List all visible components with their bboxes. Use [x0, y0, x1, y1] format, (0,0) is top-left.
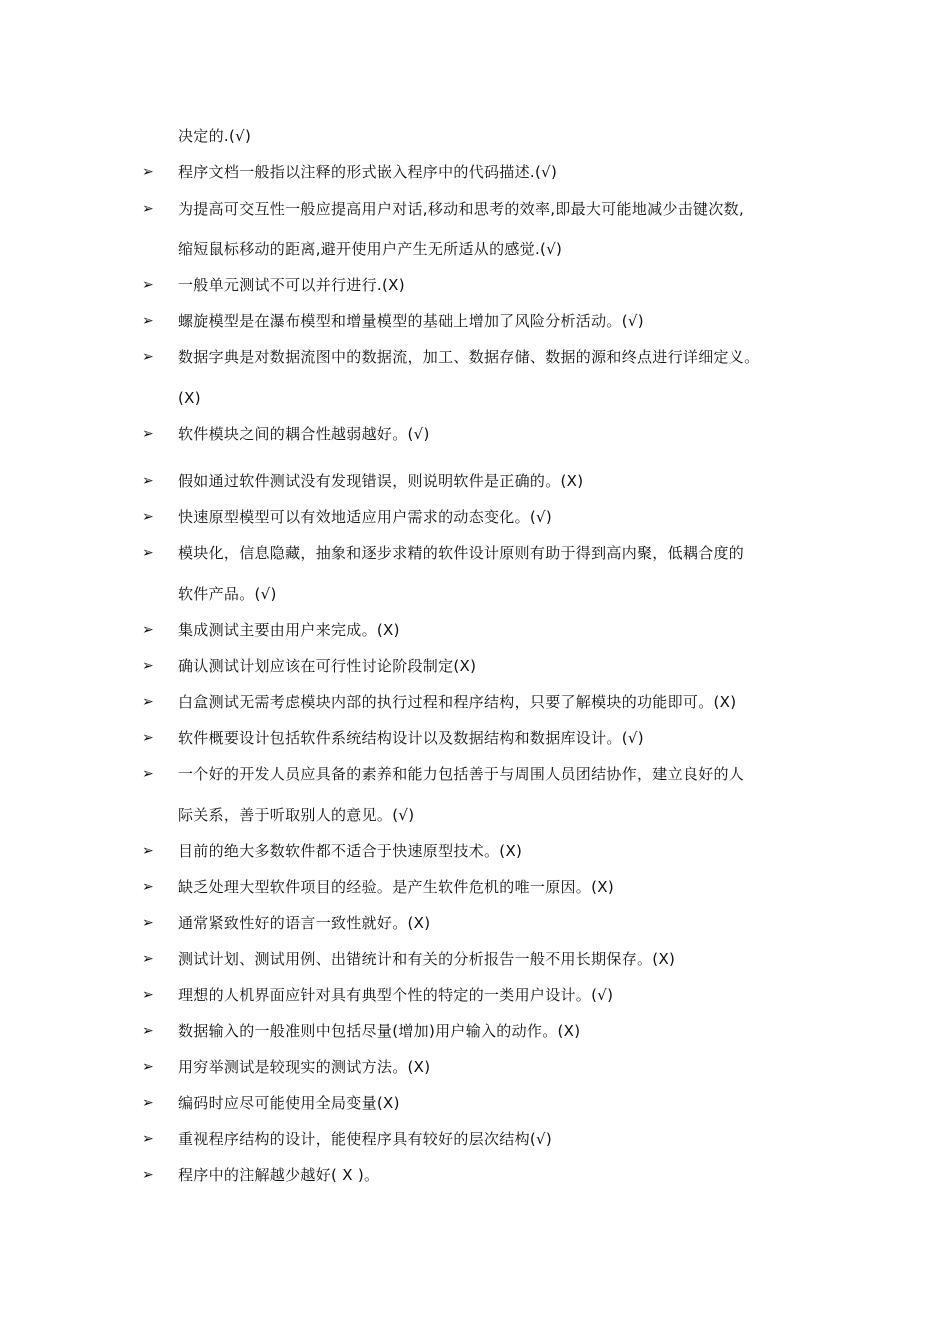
arrow-bullet-icon: ➢ [142, 730, 154, 746]
arrow-bullet-icon: ➢ [142, 349, 154, 365]
arrow-bullet-icon: ➢ [142, 277, 154, 293]
list-item-text: 一般单元测试不可以并行进行.(X) [178, 276, 405, 294]
list-item-text: 白盒测试无需考虑模块内部的执行过程和程序结构，只要了解模块的功能即可。(X) [178, 693, 737, 711]
arrow-bullet-icon: ➢ [142, 473, 154, 489]
list-item [0, 345, 950, 369]
list-item-text: 模块化，信息隐藏，抽象和逐步求精的软件设计原则有助于得到高内聚，低耦合度的 [178, 544, 745, 562]
arrow-bullet-icon: ➢ [142, 843, 154, 859]
list-item [0, 469, 950, 493]
list-item [0, 505, 950, 529]
list-item-text: 程序中的注解越少越好( X )。 [178, 1166, 380, 1184]
list-item-continuation [0, 386, 950, 410]
list-item [0, 273, 950, 297]
arrow-bullet-icon: ➢ [142, 658, 154, 674]
list-item [0, 983, 950, 1007]
list-item-text: 软件产品。(√) [178, 585, 277, 603]
arrow-bullet-icon: ➢ [142, 1023, 154, 1039]
arrow-bullet-icon: ➢ [142, 1059, 154, 1075]
list-item-continuation [0, 237, 950, 261]
arrow-bullet-icon: ➢ [142, 313, 154, 329]
arrow-bullet-icon: ➢ [142, 1131, 154, 1147]
list-item-text: 际关系，善于听取别人的意见。(√) [178, 806, 415, 824]
list-item [0, 309, 950, 333]
list-item-text: 快速原型模型可以有效地适应用户需求的动态变化。(√) [178, 508, 553, 526]
arrow-bullet-icon: ➢ [142, 164, 154, 180]
list-item-text: 缺乏处理大型软件项目的经验。是产生软件危机的唯一原因。(X) [178, 878, 614, 896]
list-item [0, 422, 950, 446]
list-item [0, 197, 950, 221]
list-item-text: 假如通过软件测试没有发现错误，则说明软件是正确的。(X) [178, 472, 584, 490]
list-item [0, 541, 950, 565]
list-item [0, 762, 950, 786]
list-item-text: 一个好的开发人员应具备的素养和能力包括善于与周围人员团结协作，建立良好的人 [178, 765, 745, 783]
list-item-text: 编码时应尽可能使用全局变量(X) [178, 1094, 400, 1112]
list-item [0, 947, 950, 971]
list-item [0, 1091, 950, 1115]
list-item [0, 690, 950, 714]
list-item [0, 1163, 950, 1187]
list-item-text: 用穷举测试是较现实的测试方法。(X) [178, 1058, 431, 1076]
list-item [0, 160, 950, 184]
list-item [0, 618, 950, 642]
list-item-text: 为提高可交互性一般应提高用户对话,移动和思考的效率,即最大可能地减少击键次数, [178, 200, 745, 218]
list-item [0, 839, 950, 863]
list-item-text: 软件模块之间的耦合性越弱越好。(√) [178, 425, 430, 443]
list-item-text: 集成测试主要由用户来完成。(X) [178, 621, 400, 639]
list-item-text: 程序文档一般指以注释的形式嵌入程序中的代码描述.(√) [178, 163, 558, 181]
arrow-bullet-icon: ➢ [142, 694, 154, 710]
list-item-text: 确认测试计划应该在可行性讨论阶段制定(X) [178, 657, 477, 675]
arrow-bullet-icon: ➢ [142, 915, 154, 931]
arrow-bullet-icon: ➢ [142, 951, 154, 967]
arrow-bullet-icon: ➢ [142, 987, 154, 1003]
list-item [0, 1127, 950, 1151]
list-item [0, 1055, 950, 1079]
list-item-text: 决定的.(√) [178, 127, 252, 145]
list-item-text: 重视程序结构的设计，能使程序具有较好的层次结构(√) [178, 1130, 553, 1148]
list-item [0, 654, 950, 678]
arrow-bullet-icon: ➢ [142, 879, 154, 895]
list-item [0, 1019, 950, 1043]
list-item-text: 通常紧致性好的语言一致性就好。(X) [178, 914, 431, 932]
list-item-text: 数据输入的一般准则中包括尽量(增加)用户输入的动作。(X) [178, 1022, 581, 1040]
list-item-continuation [0, 582, 950, 606]
arrow-bullet-icon: ➢ [142, 201, 154, 217]
list-item-text: (X) [178, 389, 201, 407]
list-item-text: 缩短鼠标移动的距离,避开使用户产生无所适从的感觉.(√) [178, 240, 563, 258]
arrow-bullet-icon: ➢ [142, 1095, 154, 1111]
arrow-bullet-icon: ➢ [142, 509, 154, 525]
list-item [0, 726, 950, 750]
arrow-bullet-icon: ➢ [142, 426, 154, 442]
arrow-bullet-icon: ➢ [142, 766, 154, 782]
list-item-text: 目前的绝大多数软件都不适合于快速原型技术。(X) [178, 842, 523, 860]
arrow-bullet-icon: ➢ [142, 622, 154, 638]
list-item-continuation [0, 124, 950, 148]
list-item-text: 数据字典是对数据流图中的数据流，加工、数据存储、数据的源和终点进行详细定义。 [178, 348, 760, 366]
list-item-text: 螺旋模型是在瀑布模型和增量模型的基础上增加了风险分析活动。(√) [178, 312, 644, 330]
list-item-text: 测试计划、测试用例、出错统计和有关的分析报告一般不用长期保存。(X) [178, 950, 676, 968]
arrow-bullet-icon: ➢ [142, 1167, 154, 1183]
list-item [0, 875, 950, 899]
arrow-bullet-icon: ➢ [142, 545, 154, 561]
list-item [0, 911, 950, 935]
list-item-continuation [0, 803, 950, 827]
list-item-text: 软件概要设计包括软件系统结构设计以及数据结构和数据库设计。(√) [178, 729, 644, 747]
list-item-text: 理想的人机界面应针对具有典型个性的特定的一类用户设计。(√) [178, 986, 614, 1004]
